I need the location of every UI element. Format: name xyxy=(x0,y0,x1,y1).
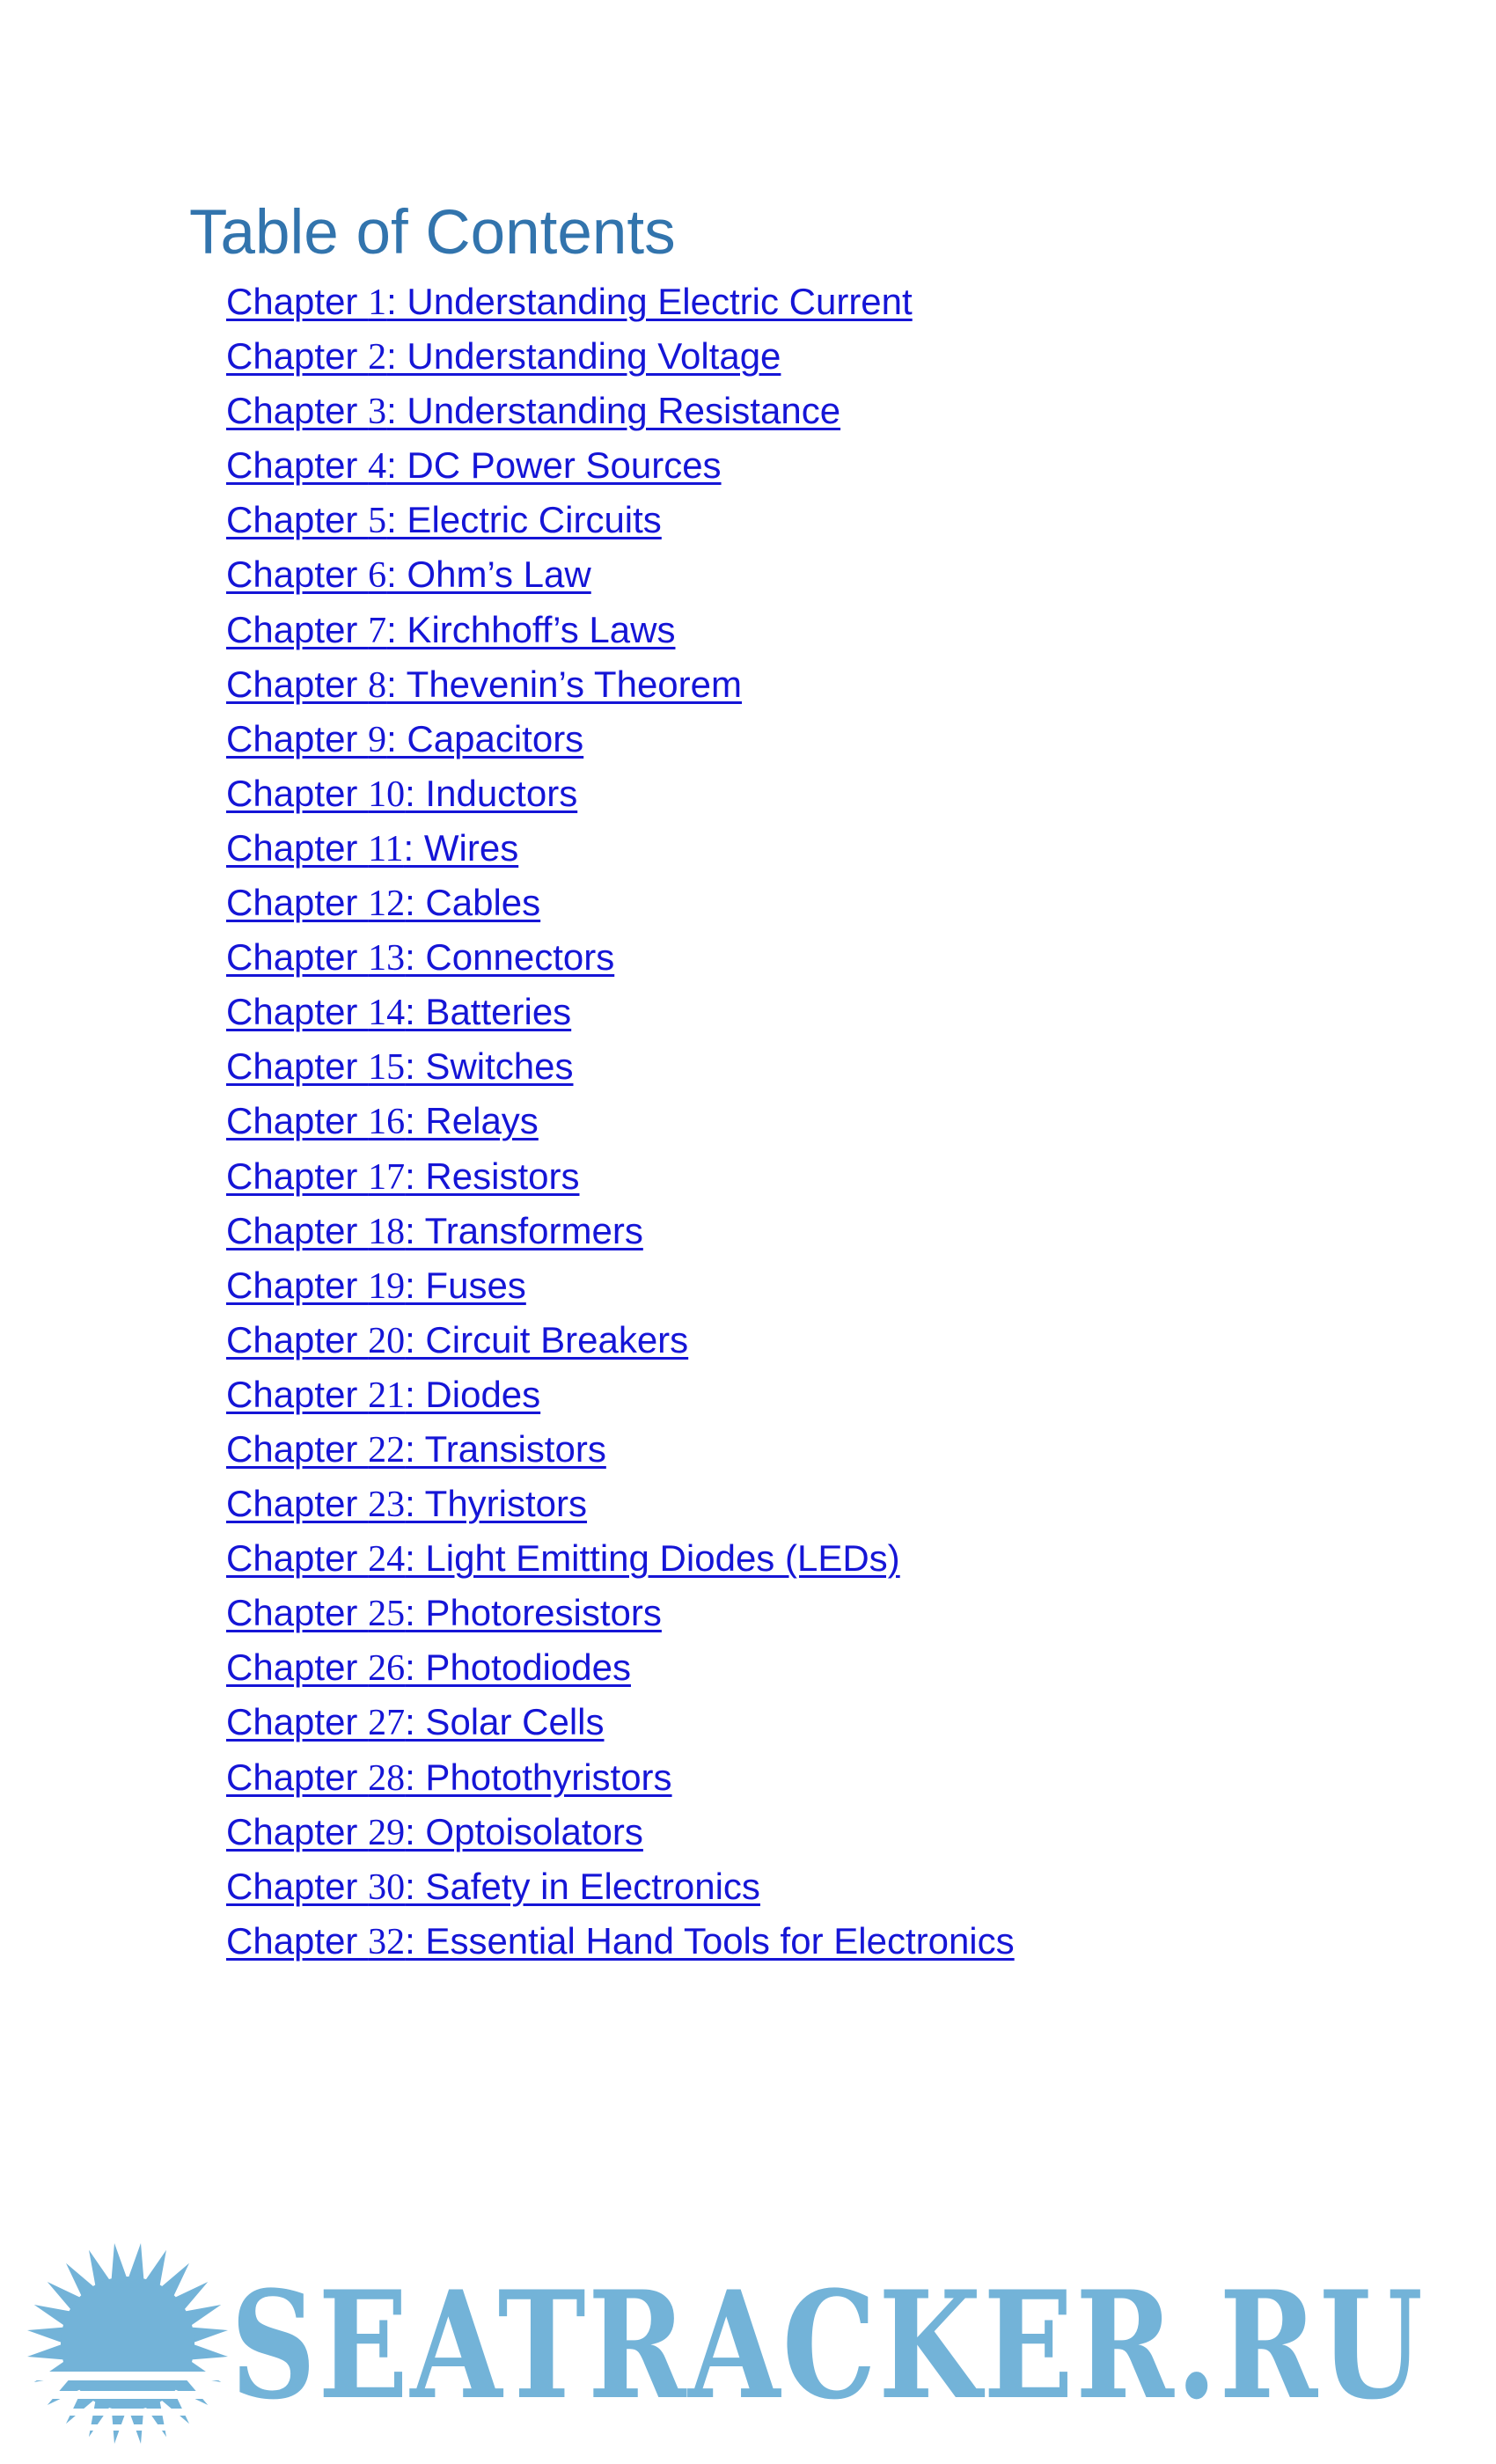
list-item xyxy=(226,712,1015,766)
chapter-number: 18 xyxy=(368,1211,406,1252)
list-item xyxy=(226,1477,1015,1531)
chapter-prefix: Chapter xyxy=(226,444,369,487)
chapter-prefix: Chapter xyxy=(226,1919,369,1962)
chapter-label: : Light Emitting Diodes (LEDs) xyxy=(405,1537,900,1580)
list-item xyxy=(226,275,1015,329)
list-item xyxy=(226,1422,1015,1477)
chapter-prefix: Chapter xyxy=(226,717,369,759)
chapter-label: : Resistors xyxy=(405,1155,580,1197)
chapter-prefix: Chapter xyxy=(226,936,369,979)
chapter-link[interactable] xyxy=(226,882,540,923)
toc-list xyxy=(226,275,1015,1969)
list-item xyxy=(226,821,1015,876)
list-item xyxy=(226,1695,1015,1749)
chapter-link[interactable] xyxy=(226,1428,606,1470)
chapter-number: 7 xyxy=(368,610,387,651)
list-item xyxy=(226,1640,1015,1695)
chapter-label: : Batteries xyxy=(405,991,572,1033)
chapter-number: 11 xyxy=(368,828,404,869)
list-item xyxy=(226,930,1015,985)
chapter-link[interactable] xyxy=(226,609,675,650)
chapter-label: : Wires xyxy=(403,826,519,869)
chapter-prefix: Chapter xyxy=(226,772,369,814)
chapter-link[interactable] xyxy=(226,1866,760,1907)
chapter-number: 28 xyxy=(368,1757,406,1799)
chapter-label: : Diodes xyxy=(405,1373,541,1415)
chapter-prefix: Chapter xyxy=(226,991,369,1033)
sun-logo-icon xyxy=(26,2240,229,2446)
chapter-number: 14 xyxy=(368,993,406,1034)
list-item xyxy=(226,657,1015,712)
chapter-link[interactable] xyxy=(226,554,591,595)
chapter-prefix: Chapter xyxy=(226,1810,369,1852)
chapter-label: : Capacitors xyxy=(386,717,584,759)
chapter-link[interactable] xyxy=(226,773,577,814)
chapter-link[interactable] xyxy=(226,991,571,1032)
sun-disc xyxy=(61,2277,194,2410)
chapter-link[interactable] xyxy=(226,1374,540,1415)
chapter-number: 16 xyxy=(368,1102,406,1143)
sun-stripe xyxy=(26,2424,229,2431)
list-item xyxy=(226,384,1015,438)
chapter-prefix: Chapter xyxy=(226,1701,369,1743)
chapter-prefix: Chapter xyxy=(226,1537,369,1580)
sun-stripe xyxy=(26,2391,229,2399)
chapter-prefix: Chapter xyxy=(226,1373,369,1415)
chapter-label: : Thevenin’s Theorem xyxy=(386,663,742,705)
chapter-prefix: Chapter xyxy=(226,1646,369,1689)
chapter-link[interactable] xyxy=(226,718,583,759)
chapter-label: : Transistors xyxy=(405,1427,606,1470)
chapter-label: : Solar Cells xyxy=(405,1701,605,1743)
chapter-prefix: Chapter xyxy=(226,281,369,322)
chapter-label: : DC Power Sources xyxy=(386,444,722,487)
chapter-number: 1 xyxy=(368,282,387,323)
list-item xyxy=(226,547,1015,602)
chapter-number: 23 xyxy=(368,1485,406,1526)
chapter-prefix: Chapter xyxy=(226,390,369,432)
chapter-link[interactable] xyxy=(226,499,662,540)
chapter-prefix: Chapter xyxy=(226,1318,369,1360)
chapter-label: : Understanding Electric Current xyxy=(386,281,913,322)
chapter-number: 26 xyxy=(368,1648,406,1690)
chapter-link[interactable] xyxy=(226,936,614,978)
list-item xyxy=(226,1258,1015,1313)
list-item xyxy=(226,985,1015,1039)
chapter-number: 2 xyxy=(368,337,387,378)
list-item xyxy=(226,1914,1015,1969)
chapter-number: 12 xyxy=(368,884,406,925)
chapter-link[interactable] xyxy=(226,444,722,486)
list-item xyxy=(226,1368,1015,1422)
chapter-number: 22 xyxy=(368,1429,406,1470)
chapter-link[interactable] xyxy=(226,390,840,431)
chapter-label: : Essential Hand Tools for Electronics xyxy=(405,1919,1015,1962)
chapter-number: 4 xyxy=(368,446,387,488)
chapter-prefix: Chapter xyxy=(226,1045,369,1088)
chapter-number: 6 xyxy=(368,555,387,597)
chapter-prefix: Chapter xyxy=(226,1865,369,1907)
chapter-prefix: Chapter xyxy=(226,882,369,924)
chapter-link[interactable] xyxy=(226,335,781,377)
chapter-label: : Switches xyxy=(405,1045,574,1088)
list-item xyxy=(226,1531,1015,1586)
chapter-link[interactable] xyxy=(226,1319,688,1360)
chapter-link[interactable] xyxy=(226,827,518,869)
chapter-label: : Ohm’s Law xyxy=(386,554,591,596)
list-item xyxy=(226,1805,1015,1859)
chapter-link[interactable] xyxy=(226,1100,539,1141)
chapter-prefix: Chapter xyxy=(226,826,369,869)
chapter-label: : Connectors xyxy=(405,936,615,979)
chapter-label: : Safety in Electronics xyxy=(405,1865,760,1907)
list-item xyxy=(226,1204,1015,1258)
chapter-link[interactable] xyxy=(226,1265,526,1306)
chapter-link[interactable] xyxy=(226,1155,579,1197)
chapter-label: : Understanding Resistance xyxy=(386,390,841,432)
chapter-number: 8 xyxy=(368,664,387,706)
sun-stripe xyxy=(26,2409,229,2416)
chapter-prefix: Chapter xyxy=(226,663,369,705)
chapter-label: : Circuit Breakers xyxy=(405,1318,689,1360)
chapter-link[interactable] xyxy=(226,1920,1015,1962)
sun-stripe xyxy=(26,2372,229,2380)
chapter-label: : Thyristors xyxy=(405,1483,588,1525)
chapter-link[interactable] xyxy=(226,1537,900,1579)
page-title: Table of Contents xyxy=(189,198,676,268)
list-item xyxy=(226,603,1015,657)
chapter-label: : Photoresistors xyxy=(405,1592,662,1634)
chapter-link[interactable] xyxy=(226,1646,631,1688)
chapter-prefix: Chapter xyxy=(226,1592,369,1634)
chapter-number: 21 xyxy=(368,1375,406,1416)
list-item xyxy=(226,766,1015,821)
chapter-number: 25 xyxy=(368,1594,406,1635)
chapter-link[interactable] xyxy=(226,664,742,705)
chapter-link[interactable] xyxy=(226,1210,643,1251)
list-item xyxy=(226,1313,1015,1368)
chapter-number: 10 xyxy=(368,774,406,815)
chapter-prefix: Chapter xyxy=(226,1427,369,1470)
list-item xyxy=(226,493,1015,547)
chapter-number: 15 xyxy=(368,1047,406,1089)
chapter-prefix: Chapter xyxy=(226,335,369,378)
watermark-text: SEATRACKER.RU xyxy=(231,2258,1426,2432)
chapter-number: 17 xyxy=(368,1156,406,1198)
chapter-number: 13 xyxy=(368,938,406,979)
list-item xyxy=(226,1750,1015,1805)
chapter-number: 29 xyxy=(368,1812,406,1853)
chapter-link[interactable] xyxy=(226,1811,643,1852)
chapter-number: 9 xyxy=(368,719,387,760)
chapter-prefix: Chapter xyxy=(226,1100,369,1142)
chapter-label: : Cables xyxy=(405,882,541,924)
list-item xyxy=(226,1859,1015,1914)
chapter-link[interactable] xyxy=(226,1592,662,1633)
chapter-label: : Fuses xyxy=(405,1264,526,1306)
watermark xyxy=(0,2240,1496,2464)
chapter-number: 24 xyxy=(368,1539,406,1580)
chapter-label: : Photodiodes xyxy=(405,1646,631,1689)
chapter-label: : Kirchhoff’s Laws xyxy=(386,608,676,650)
chapter-link[interactable] xyxy=(226,1701,605,1742)
list-item xyxy=(226,1586,1015,1640)
chapter-prefix: Chapter xyxy=(226,1264,369,1306)
chapter-link[interactable] xyxy=(226,281,913,322)
chapter-number: 19 xyxy=(368,1265,406,1307)
list-item xyxy=(226,329,1015,384)
chapter-label: : Optoisolators xyxy=(405,1810,643,1852)
list-item xyxy=(226,1149,1015,1204)
chapter-prefix: Chapter xyxy=(226,1209,369,1251)
chapter-label: : Transformers xyxy=(405,1209,643,1251)
chapter-prefix: Chapter xyxy=(226,1483,369,1525)
chapter-prefix: Chapter xyxy=(226,554,369,596)
chapter-number: 3 xyxy=(368,392,387,433)
list-item xyxy=(226,876,1015,930)
chapter-link[interactable] xyxy=(226,1756,672,1798)
chapter-label: : Photothyristors xyxy=(405,1756,672,1798)
list-item xyxy=(226,1094,1015,1148)
chapter-prefix: Chapter xyxy=(226,1155,369,1197)
chapter-label: : Relays xyxy=(405,1100,539,1142)
list-item xyxy=(226,1039,1015,1094)
chapter-link[interactable] xyxy=(226,1483,587,1524)
chapter-prefix: Chapter xyxy=(226,499,369,541)
chapter-label: : Electric Circuits xyxy=(386,499,662,541)
chapter-number: 32 xyxy=(368,1921,406,1962)
chapter-link[interactable] xyxy=(226,1045,574,1087)
chapter-label: : Understanding Voltage xyxy=(386,335,781,378)
chapter-number: 20 xyxy=(368,1320,406,1361)
chapter-prefix: Chapter xyxy=(226,1756,369,1798)
chapter-number: 30 xyxy=(368,1866,406,1908)
chapter-prefix: Chapter xyxy=(226,608,369,650)
chapter-label: : Inductors xyxy=(405,772,578,814)
chapter-number: 27 xyxy=(368,1703,406,1744)
list-item xyxy=(226,438,1015,493)
chapter-number: 5 xyxy=(368,501,387,542)
